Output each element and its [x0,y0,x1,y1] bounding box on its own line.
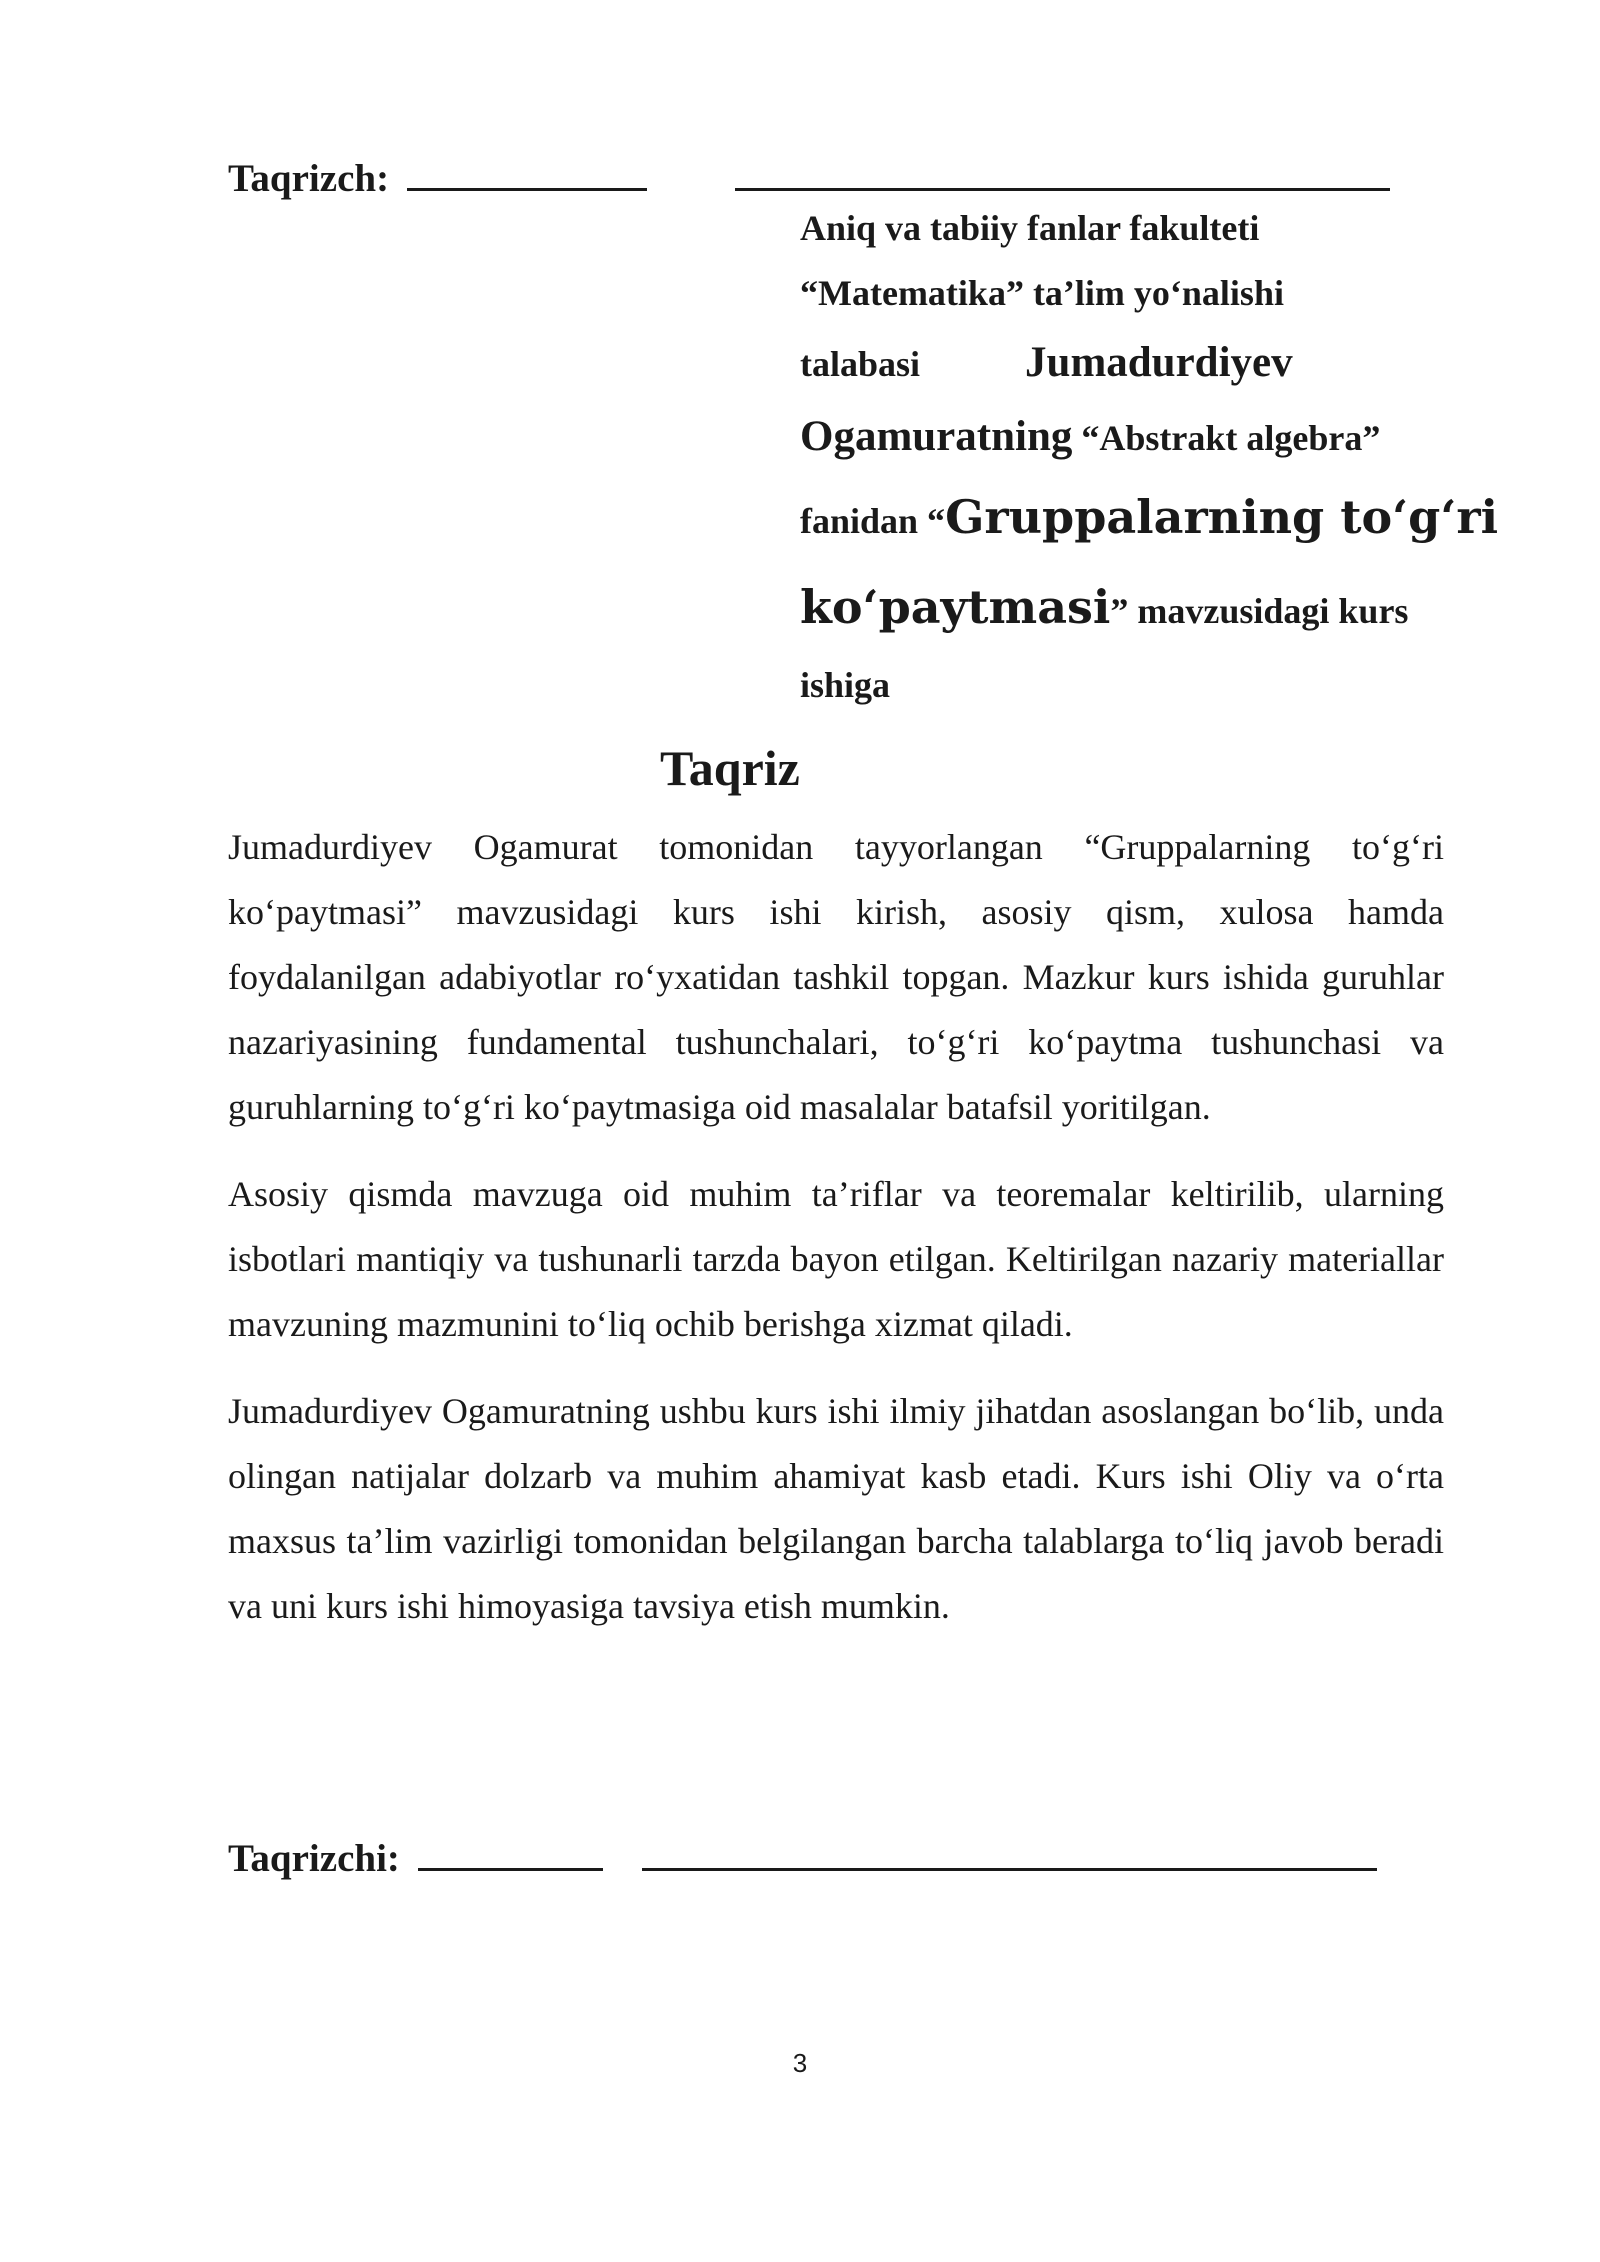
reviewer-label-bottom: Taqrizchi: [228,1837,400,1880]
review-body [228,815,1444,1661]
page-number: 3 [792,2048,808,2078]
topic-tail: ” mavzusidagi kurs [1110,591,1409,631]
topic-line-1 [800,473,1499,565]
name-subject-line [800,402,1440,473]
student-surname: Jumadurdiyev [1025,339,1293,386]
subject-name: “Abstrakt algebra” [1081,418,1381,458]
signature-blank-short [407,152,647,191]
paragraph-intro: Jumadurdiyev Ogamurat tomonidan tayyorlangan “Gruppalarning to‘g‘ri ko‘paytmasi” mavzusidagi kurs ishi kirish, asosiy qism, xulosa hamda foydalanilgan adabiyotlar ro‘yxatidan tashkil topgan. Mazkur kurs ishida guruhlar nazariyasining fundamental tushunchalari, to‘g‘ri ko‘paytma tushunchasi va guruhlarning to‘g‘ri ko‘paytmasiga oid masalalar batafsil yoritilgan. [228,827,1444,1127]
student-line [800,325,1440,402]
signature-blank-long [642,1832,1377,1871]
reviewer-label-top: Taqrizch: [228,157,390,200]
student-first-name: Ogamuratning [800,413,1073,460]
topic-line-2 [800,565,1440,653]
addressee-block [800,195,1499,717]
topic-title-part1: Gruppalarning to‘g‘ri [945,490,1499,544]
reviewer-signature-line-bottom [228,1832,1377,1884]
faculty-line: Aniq va tabiiy fanlar fakulteti [800,208,1260,248]
fanidan-word: fanidan “ [800,501,946,541]
student-word: talabasi [800,344,921,384]
topic-title-part2: ko‘paytmasi [800,580,1111,634]
ishiga-line: ishiga [800,665,891,705]
signature-blank-long [735,152,1390,191]
direction-line: “Matematika” ta’lim yo‘nalishi [800,273,1284,313]
paragraph-conclusion: Jumadurdiyev Ogamuratning ushbu kurs ishi ilmiy jihatdan asoslangan bo‘lib, unda olingan natijalar dolzarb va muhim ahamiyat kasb etadi. Kurs ishi Oliy va o‘rta maxsus ta’lim vazirligi tomonidan belgilangan barcha talablarga to‘liq javob beradi va uni kurs ishi himoyasiga tavsiya etish mumkin. [228,1391,1444,1626]
paragraph-main-part: Asosiy qismda mavzuga oid muhim ta’riflar va teoremalar keltirilib, ularning isbotlari mantiqiy va tushunarli tarzda bayon etilgan. Keltirilgan nazariy materiallar mavzuning mazmunini to‘liq ochib berishga xizmat qiladi. [228,1174,1444,1344]
review-heading: Taqriz [660,740,800,796]
signature-blank-short [418,1832,603,1871]
